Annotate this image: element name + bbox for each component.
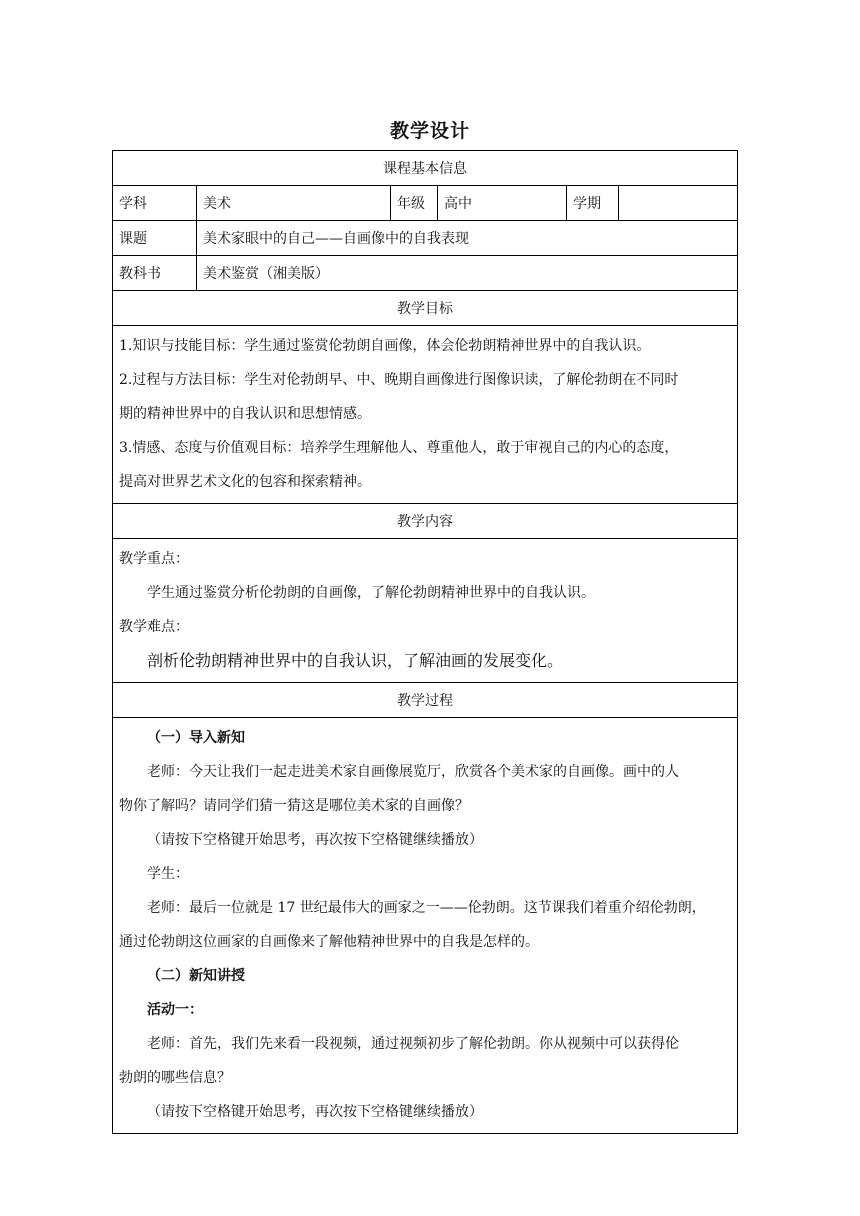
objective-line: 3.情感、态度与价值观目标：培养学生理解他人、尊重他人，敢于审视自己的内心的态度， [119, 440, 679, 456]
activity-title: 活动一： [147, 1002, 203, 1018]
paragraph-line: 通过伦勃朗这位画家的自画像来了解他精神世界中的自我是怎样的。 [119, 934, 539, 950]
grade-value: 高中 [438, 186, 567, 221]
objectives-header: 教学目标 [113, 291, 738, 326]
instruction-note: （请按下空格键开始思考，再次按下空格键继续播放） [147, 1104, 483, 1120]
term-value [619, 186, 738, 221]
paragraph-line: 物你了解吗？请同学们猜一猜这是哪位美术家的自画像？ [119, 798, 469, 814]
topic-value: 美术家眼中的自己——自画像中的自我表现 [197, 221, 738, 256]
topic-label: 课题 [113, 221, 197, 256]
paragraph-line: 老师：今天让我们一起走进美术家自画像展览厅，欣赏各个美术家的自画像。画中的人 [147, 764, 679, 780]
section-title-new-knowledge: （二）新知讲授 [147, 968, 245, 984]
content-header: 教学内容 [113, 504, 738, 539]
paragraph-line: 勃朗的哪些信息？ [119, 1070, 231, 1086]
textbook-label: 教科书 [113, 256, 197, 291]
lesson-plan-table [112, 150, 738, 1134]
process-header: 教学过程 [113, 683, 738, 718]
grade-label: 年级 [391, 186, 438, 221]
content-body [113, 539, 738, 683]
difficulty-label: 教学难点： [119, 619, 189, 635]
paragraph-line: 老师：最后一位就是 17 世纪最伟大的画家之一——伦勃朗。这节课我们着重介绍伦勃朗， [147, 900, 706, 916]
key-point-text: 学生通过鉴赏分析伦勃朗的自画像，了解伦勃朗精神世界中的自我认识。 [147, 585, 595, 601]
section-title-intro: （一）导入新知 [147, 730, 245, 746]
process-body [113, 718, 738, 1134]
objective-line: 期的精神世界中的自我认识和思想情感。 [119, 406, 371, 422]
objective-line: 1.知识与技能目标：学生通过鉴赏伦勃朗自画像，体会伦勃朗精神世界中的自我认识。 [119, 338, 651, 354]
student-line: 学生： [147, 866, 189, 882]
objective-line: 提高对世界艺术文化的包容和探索精神。 [119, 474, 371, 490]
paragraph-line: 老师：首先，我们先来看一段视频，通过视频初步了解伦勃朗。你从视频中可以获得伦 [147, 1036, 679, 1052]
basic-info-header: 课程基本信息 [113, 151, 738, 186]
difficulty-text: 剖析伦勃朗精神世界中的自我认识，了解油画的发展变化。 [147, 651, 564, 670]
objective-line: 2.过程与方法目标：学生对伦勃朗早、中、晚期自画像进行图像识读，了解伦勃朗在不同时 [119, 372, 679, 388]
textbook-value: 美术鉴赏（湘美版） [197, 256, 738, 291]
subject-value: 美术 [197, 186, 391, 221]
objectives-body [113, 326, 738, 504]
instruction-note: （请按下空格键开始思考，再次按下空格键继续播放） [147, 832, 483, 848]
term-label: 学期 [567, 186, 619, 221]
document-title: 教学设计 [389, 120, 470, 142]
subject-label: 学科 [113, 186, 197, 221]
key-point-label: 教学重点： [119, 551, 189, 567]
